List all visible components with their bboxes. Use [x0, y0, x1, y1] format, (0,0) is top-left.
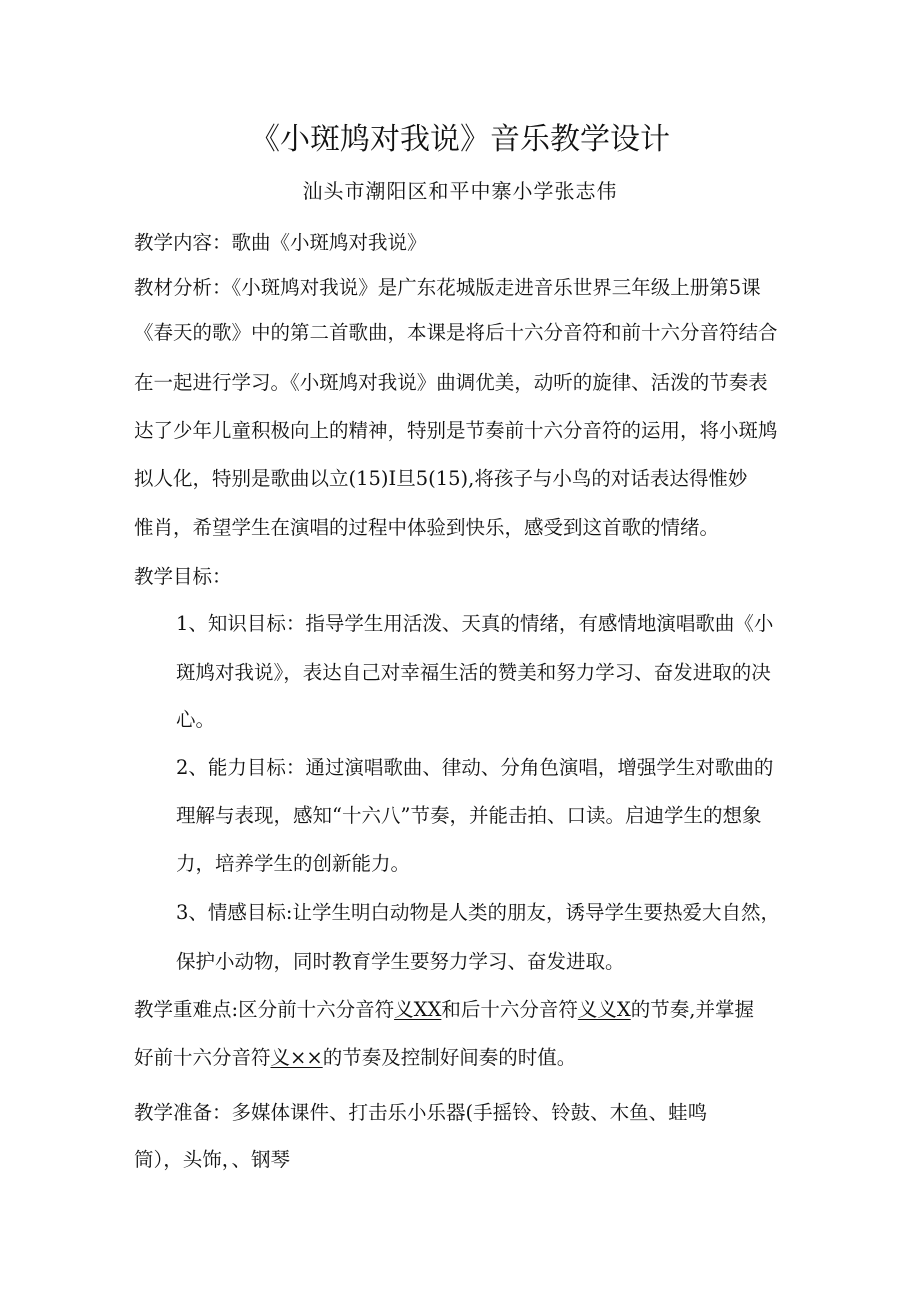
rhythm-notation-1: 义XX	[394, 998, 442, 1021]
analysis-line-4: 达了少年儿童积极向上的精神，特别是节奏前十六分音符的运用，将小斑鸠	[134, 419, 778, 442]
difficulty-line-2	[134, 1043, 576, 1073]
goal3-line-1: 3、情感目标:让学生明白动物是人类的朋友，诱导学生要热爱大自然，	[176, 901, 780, 924]
goal2-line-2: 理解与表现，感知“十六八”节奏，并能击拍、口读。启迪学生的想象	[176, 804, 762, 827]
rhythm-notation-2: 义义X	[577, 998, 631, 1021]
analysis-line-6: 惟肖，希望学生在演唱的过程中体验到快乐，感受到这首歌的情绪。	[134, 516, 720, 539]
author-line: 汕头市潮阳区和平中寨小学张志伟	[302, 179, 618, 203]
difficulty-prefix: 教学重难点:区分前十六分音符	[134, 998, 395, 1021]
rhythm-notation-3: 义××	[270, 1046, 323, 1069]
goal3-line-2: 保护小动物，同时教育学生要努力学习、奋发进取。	[176, 950, 625, 973]
teaching-content: 教学内容：歌曲《小斑鸠对我说》	[134, 231, 427, 254]
analysis-line-3: 在一起进行学习。《小斑鸠对我说》曲调优美，动听的旋律、活泼的节奏表	[134, 371, 768, 394]
difficulty-middle: 和后十六分音符	[441, 998, 578, 1021]
goal2-line-3: 力，培养学生的创新能力。	[176, 852, 411, 875]
prep-line-1: 教学准备：多媒体课件、打击乐小乐器(手摇铃、铃鼓、木鱼、蛙鸣	[134, 1101, 708, 1124]
goal1-line-1: 1、知识目标：指导学生用活泼、天真的情绪，有感情地演唱歌曲《小	[176, 612, 774, 635]
goals-heading: 教学目标：	[134, 565, 232, 588]
difficulty-suffix: 的节奏,并掌握	[630, 998, 754, 1021]
analysis-line-1: 教材分析：《小斑鸠对我说》是广东花城版走进音乐世界三年级上册第5课	[134, 276, 761, 299]
analysis-line-5: 拟人化，特别是歌曲以立(15)I旦5(15),将孩子与小鸟的对话表达得惟妙	[134, 467, 748, 490]
document-title: 《小斑鸠对我说》音乐教学设计	[250, 122, 670, 157]
difficulty-line-1	[134, 995, 754, 1025]
analysis-line-2: 《春天的歌》中的第二首歌曲，本课是将后十六分音符和前十六分音符结合	[134, 321, 778, 344]
prep-line-2: 筒），头饰，、钢琴	[134, 1148, 291, 1171]
goal1-line-3: 心。	[176, 708, 216, 731]
goal1-line-2: 斑鸠对我说》，表达自己对幸福生活的赞美和努力学习、奋发进取的决	[176, 661, 771, 684]
goal2-line-1: 2、能力目标：通过演唱歌曲、律动、分角色演唱，增强学生对歌曲的	[176, 756, 774, 779]
difficulty-line2-suffix: 的节奏及控制好间奏的时值。	[322, 1046, 577, 1069]
difficulty-line2-prefix: 好前十六分音符	[134, 1046, 271, 1069]
